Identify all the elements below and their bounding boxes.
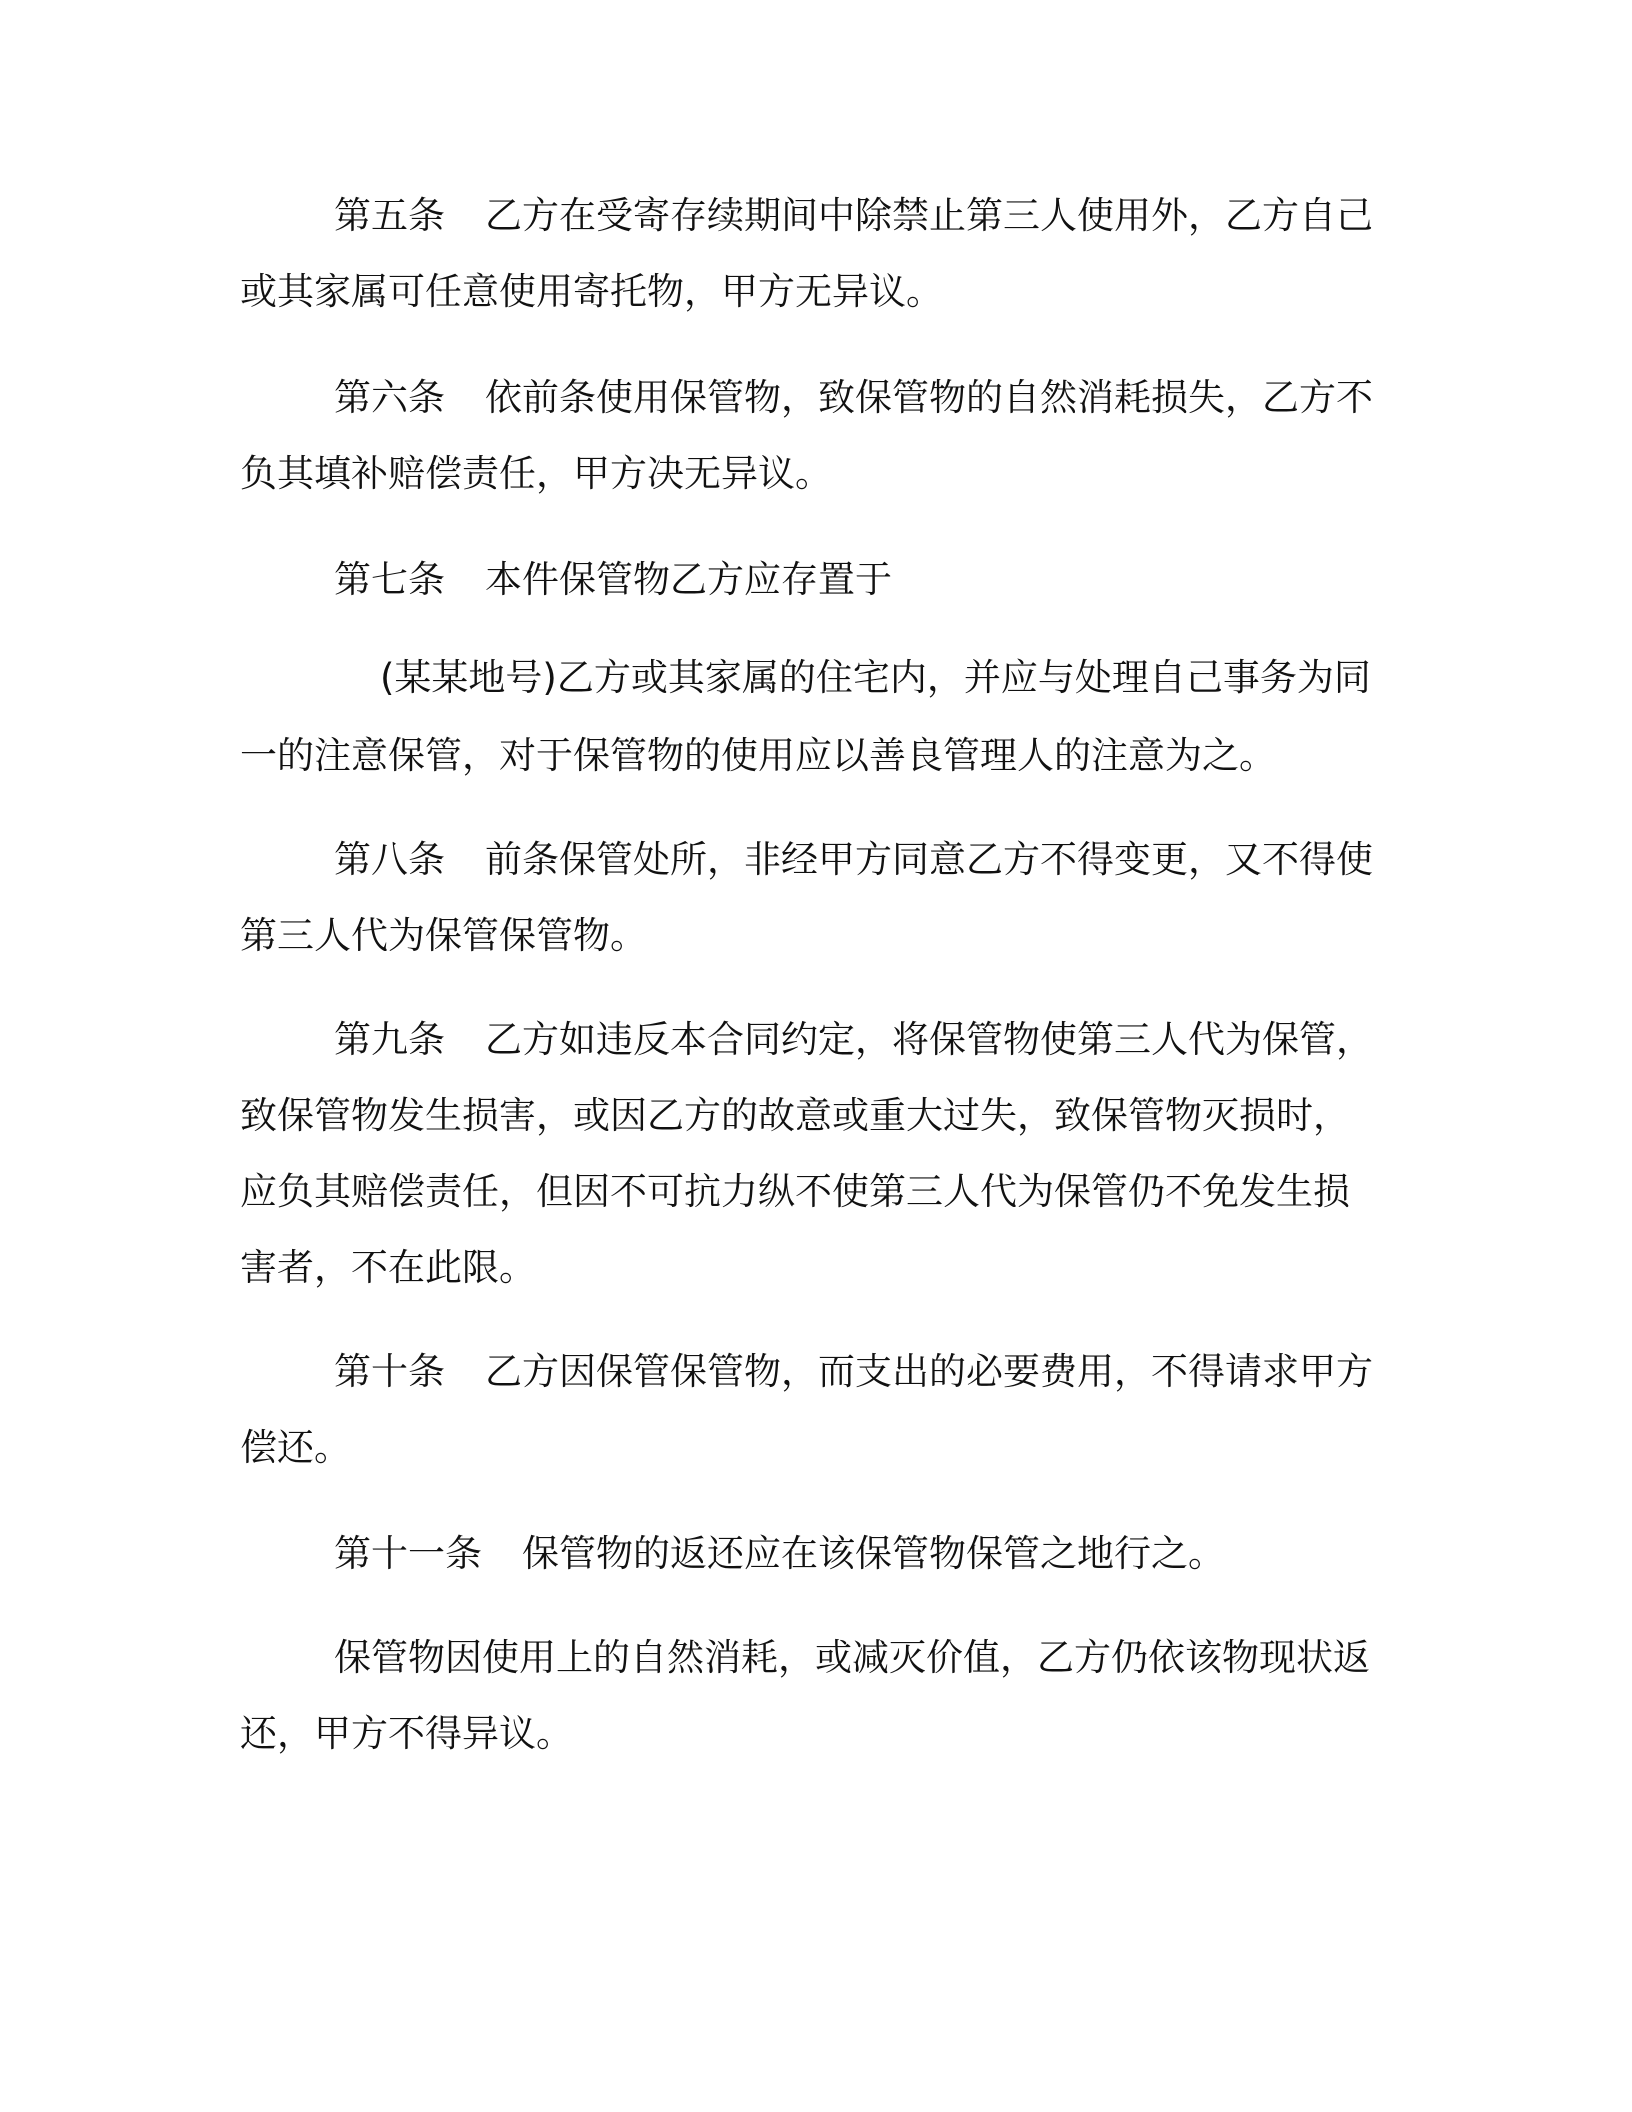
article-7-text-3: 一的注意保管，对于保管物的使用应以善良管理人的注意为之。 (240, 734, 1276, 777)
article-9-text-3: 应负其赔偿责任，但因不可抗力纵不使第三人代为保管仍不免发生损 (240, 1170, 1350, 1213)
article-11-line-1 (334, 1530, 1225, 1578)
article-5-text-2: 或其家属可任意使用寄托物，甲方无异议。 (240, 270, 943, 313)
article-8-line-1 (334, 836, 1373, 884)
article-9-text-2: 致保管物发生损害，或因乙方的故意或重大过失，致保管物灭损时， (240, 1094, 1350, 1137)
article-6-text-1: 依前条使用保管物，致保管物的自然消耗损失，乙方不 (485, 376, 1373, 419)
article-7-label: 第七条 (334, 558, 445, 601)
article-9-text-1: 乙方如违反本合同约定，将保管物使第三人代为保管， (485, 1018, 1373, 1061)
article-5-line-1 (334, 192, 1373, 240)
article-6-text-2: 负其填补赔偿责任，甲方决无异议。 (240, 452, 832, 495)
article-6-line-1 (334, 374, 1373, 422)
article-6-label: 第六条 (334, 376, 445, 419)
article-10-text-1: 乙方因保管保管物，而支出的必要费用，不得请求甲方 (485, 1350, 1373, 1393)
paragraph-return-line-2: 还，甲方不得异议。 (240, 1712, 573, 1755)
article-10-label: 第十条 (334, 1350, 445, 1393)
article-7-text-1: 本件保管物乙方应存置于 (485, 558, 892, 601)
article-7-line-1 (334, 556, 892, 604)
article-10-text-2: 偿还。 (240, 1426, 351, 1469)
article-11-text-1: 保管物的返还应在该保管物保管之地行之。 (522, 1532, 1225, 1575)
article-10-line-1 (334, 1348, 1373, 1396)
article-9-text-4: 害者，不在此限。 (240, 1246, 536, 1289)
article-5-text-1: 乙方在受寄存续期间中除禁止第三人使用外，乙方自己 (485, 194, 1373, 237)
article-9-line-1 (334, 1016, 1373, 1064)
paragraph-return-line-1: 保管物因使用上的自然消耗，或减灭价值，乙方仍依该物现状返 (334, 1636, 1370, 1679)
article-7-text-2: (某某地号)乙方或其家属的住宅内，并应与处理自己事务为同 (380, 656, 1371, 699)
article-5-label: 第五条 (334, 194, 445, 237)
article-8-text-1: 前条保管处所，非经甲方同意乙方不得变更，又不得使 (485, 838, 1373, 881)
article-8-label: 第八条 (334, 838, 445, 881)
article-8-text-2: 第三人代为保管保管物。 (240, 914, 647, 957)
article-11-label: 第十一条 (334, 1532, 482, 1575)
article-9-label: 第九条 (334, 1018, 445, 1061)
